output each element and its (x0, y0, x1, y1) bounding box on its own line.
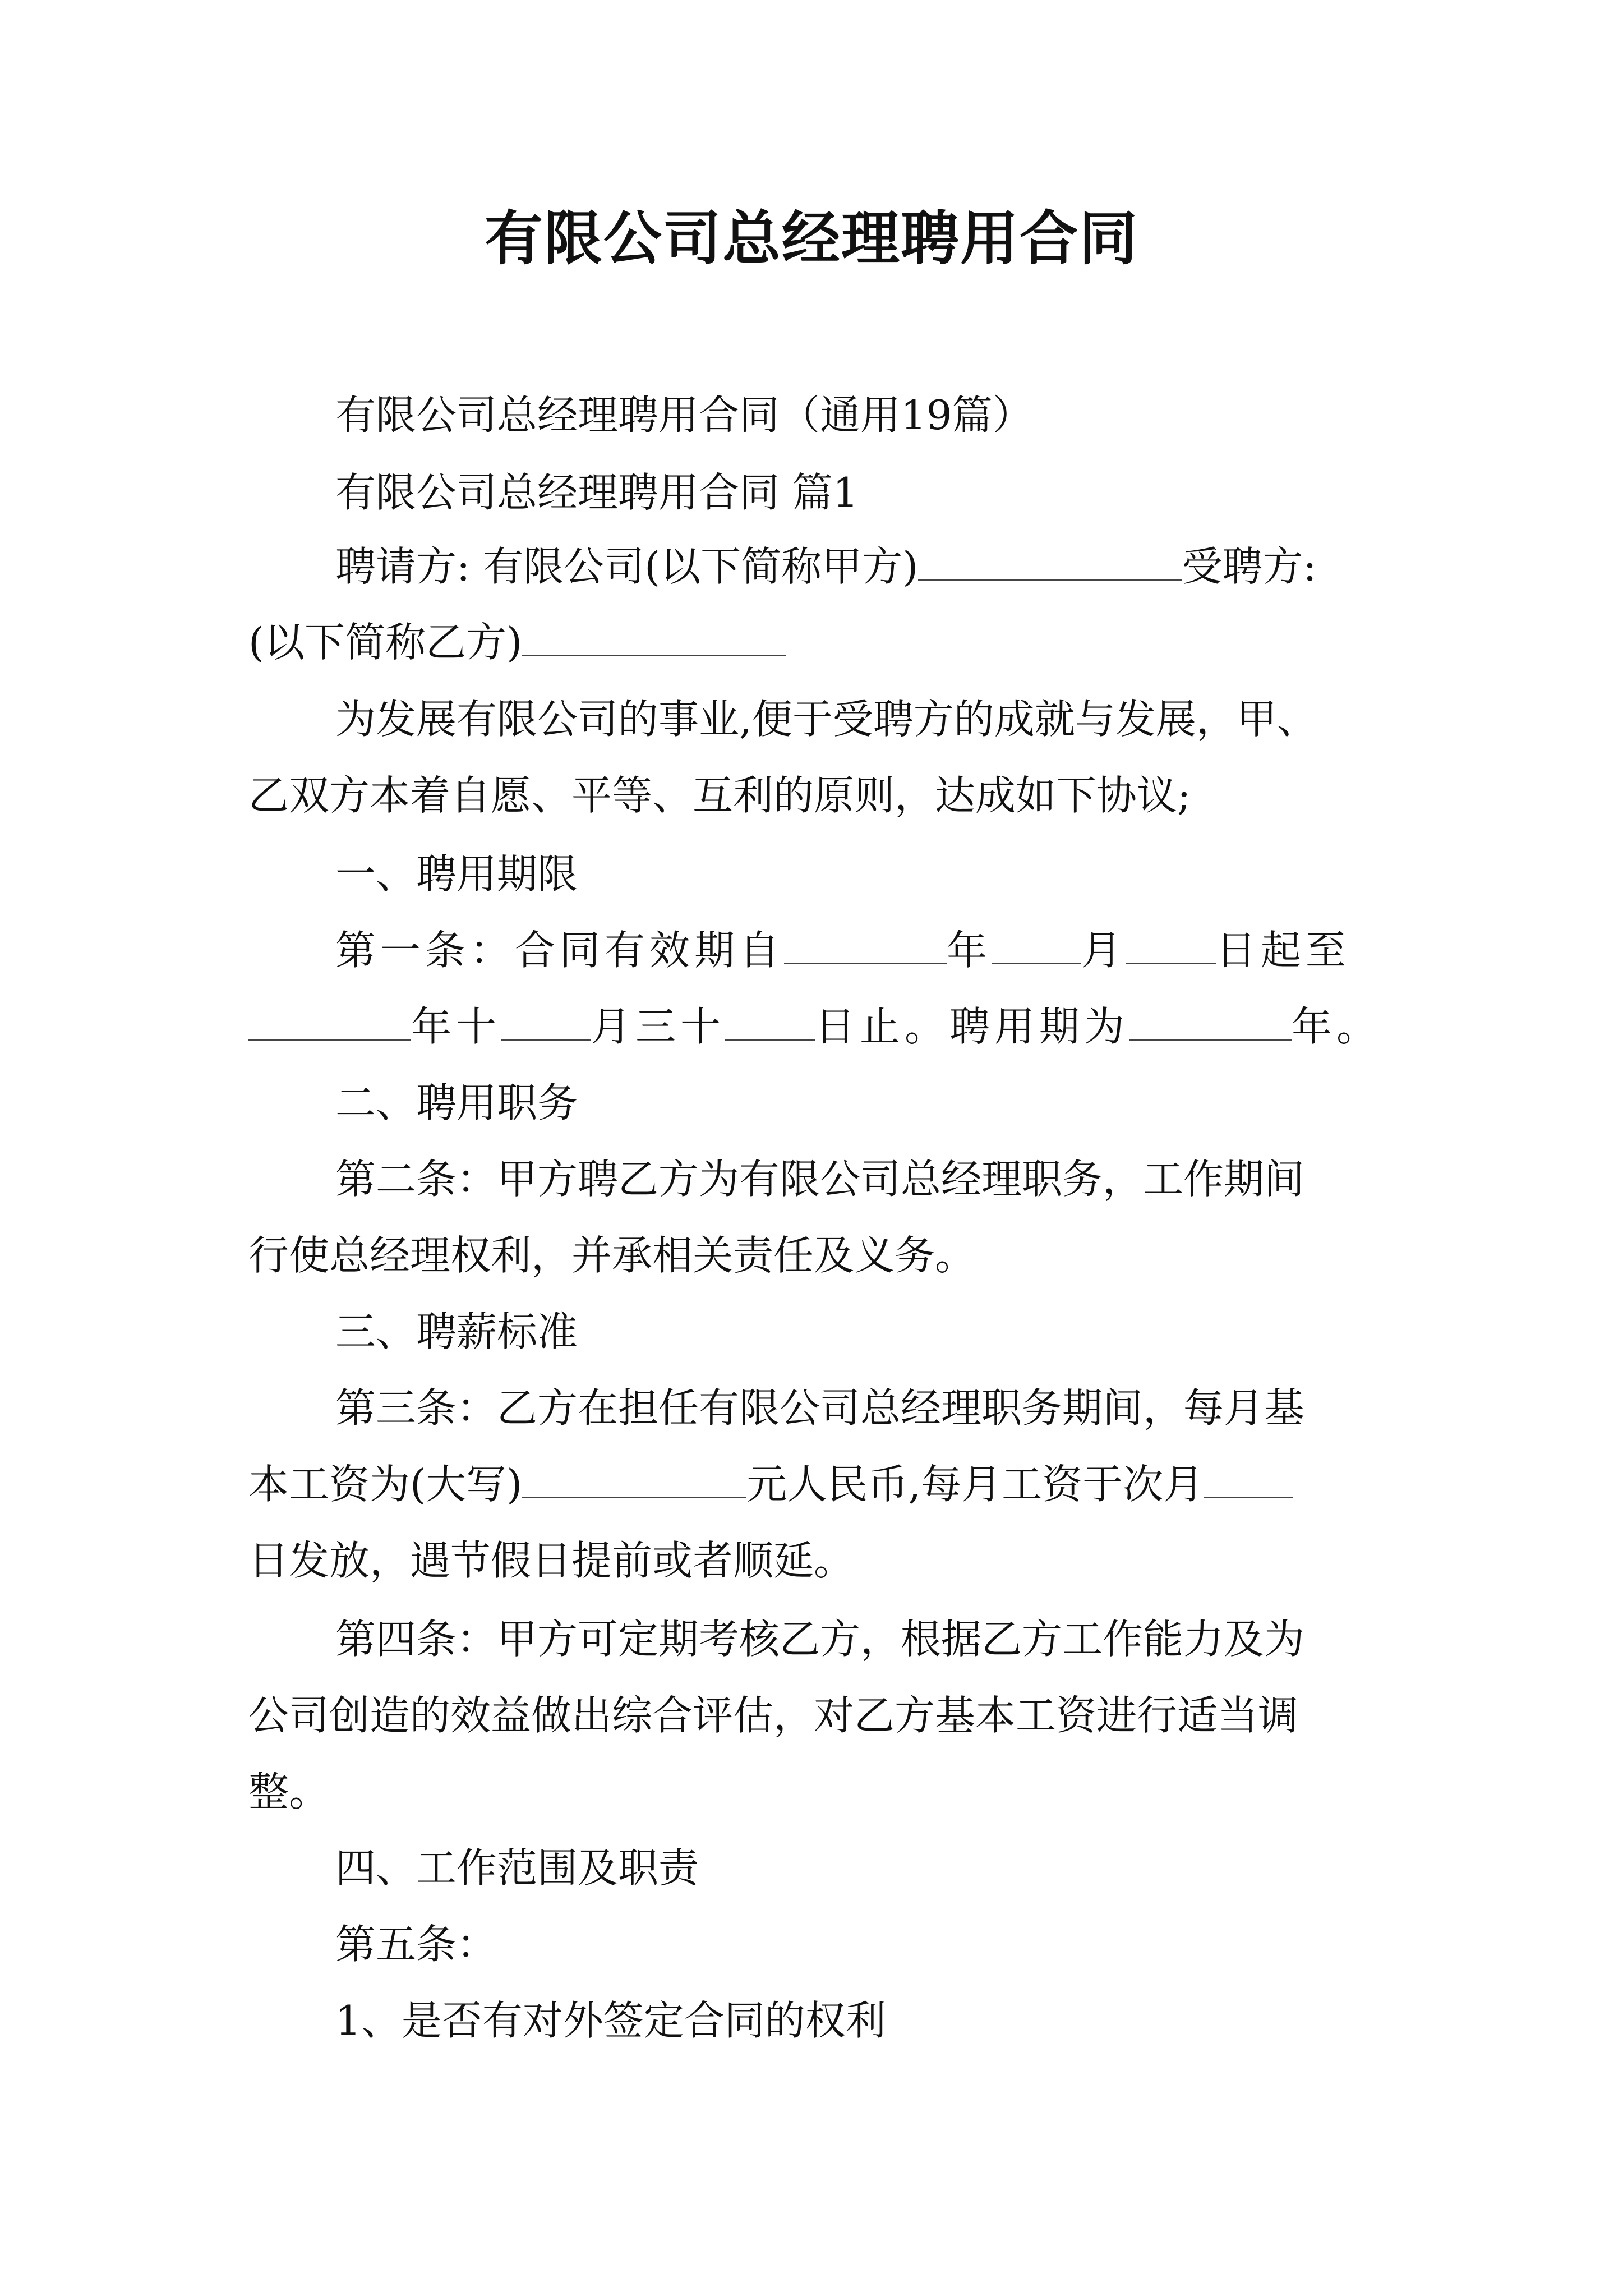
paragraph-line: 第四条：甲方可定期考核乙方，根据乙方工作能力及为 (335, 1616, 1305, 1663)
paragraph-line: 为发展有限公司的事业,便于受聘方的成就与发展，甲、 (335, 696, 1317, 743)
fill-in-blank (522, 1462, 746, 1498)
wage-line (248, 1456, 1293, 1512)
article-text: 年 (947, 927, 992, 974)
section-heading: 三、聘薪标准 (335, 1308, 578, 1355)
subtitle-line: 有限公司总经理聘用合同（通用19篇） (335, 392, 1033, 439)
paragraph-line: 行使总经理权利，并承相关责任及义务。 (248, 1232, 976, 1279)
document-title: 有限公司总经理聘用合同 (484, 204, 1138, 273)
hired-party-text: (以下简称乙方) (248, 619, 523, 666)
article-text: 年十 (411, 1003, 501, 1050)
article-text: 本工资为(大写) (248, 1461, 523, 1508)
fill-in-blank (1126, 928, 1216, 964)
fill-in-blank (501, 1004, 591, 1041)
section-heading: 一、聘用期限 (335, 850, 578, 898)
fill-in-blank (248, 1004, 411, 1041)
fill-in-blank (992, 928, 1081, 964)
paragraph-line: 第二条：甲方聘乙方为有限公司总经理职务，工作期间 (335, 1156, 1305, 1203)
hiring-party-text: 聘请方: 有限公司(以下简称甲方) (335, 543, 919, 590)
article-text: 月 (1081, 927, 1127, 974)
paragraph-line: 整。 (248, 1768, 330, 1815)
fill-in-blank (1204, 1462, 1293, 1498)
article-text: 年。 (1292, 1003, 1382, 1050)
article-text: 日起至 (1216, 927, 1351, 974)
article-text: 日止。聘用期为 (815, 1003, 1129, 1050)
article-text: 元人民币,每月工资于次月 (746, 1461, 1204, 1508)
fill-in-blank (1129, 1004, 1292, 1041)
hired-party-label: 受聘方: (1182, 543, 1317, 590)
section-heading: 四、工作范围及职责 (335, 1844, 699, 1892)
paragraph-line: 公司创造的效益做出综合评估，对乙方基本工资进行适当调 (248, 1692, 1299, 1739)
section-heading: 二、聘用职务 (335, 1079, 578, 1126)
paragraph-line: 乙双方本着自愿、平等、互利的原则，达成如下协议; (248, 772, 1191, 819)
article-text: 第一条：合同有效期自 (335, 927, 785, 974)
article-text: 月三十 (591, 1003, 726, 1050)
fill-in-blank (918, 544, 1182, 581)
paragraph-line: 第五条： (335, 1921, 497, 1968)
contract-term-line (248, 999, 1381, 1055)
hired-party-line (248, 614, 786, 670)
hiring-party-line (335, 539, 1317, 595)
paragraph-line: 1、是否有对外签定合同的权利 (335, 1997, 886, 2044)
paragraph-line: 日发放，遇节假日提前或者顺延。 (248, 1537, 855, 1584)
fill-in-blank (784, 928, 947, 964)
paragraph-line: 第三条：乙方在担任有限公司总经理职务期间，每月基 (335, 1384, 1305, 1432)
fill-in-blank (522, 620, 786, 656)
contract-term-line (335, 922, 1350, 978)
fill-in-blank (725, 1004, 815, 1041)
section-heading: 有限公司总经理聘用合同 篇1 (335, 469, 859, 516)
